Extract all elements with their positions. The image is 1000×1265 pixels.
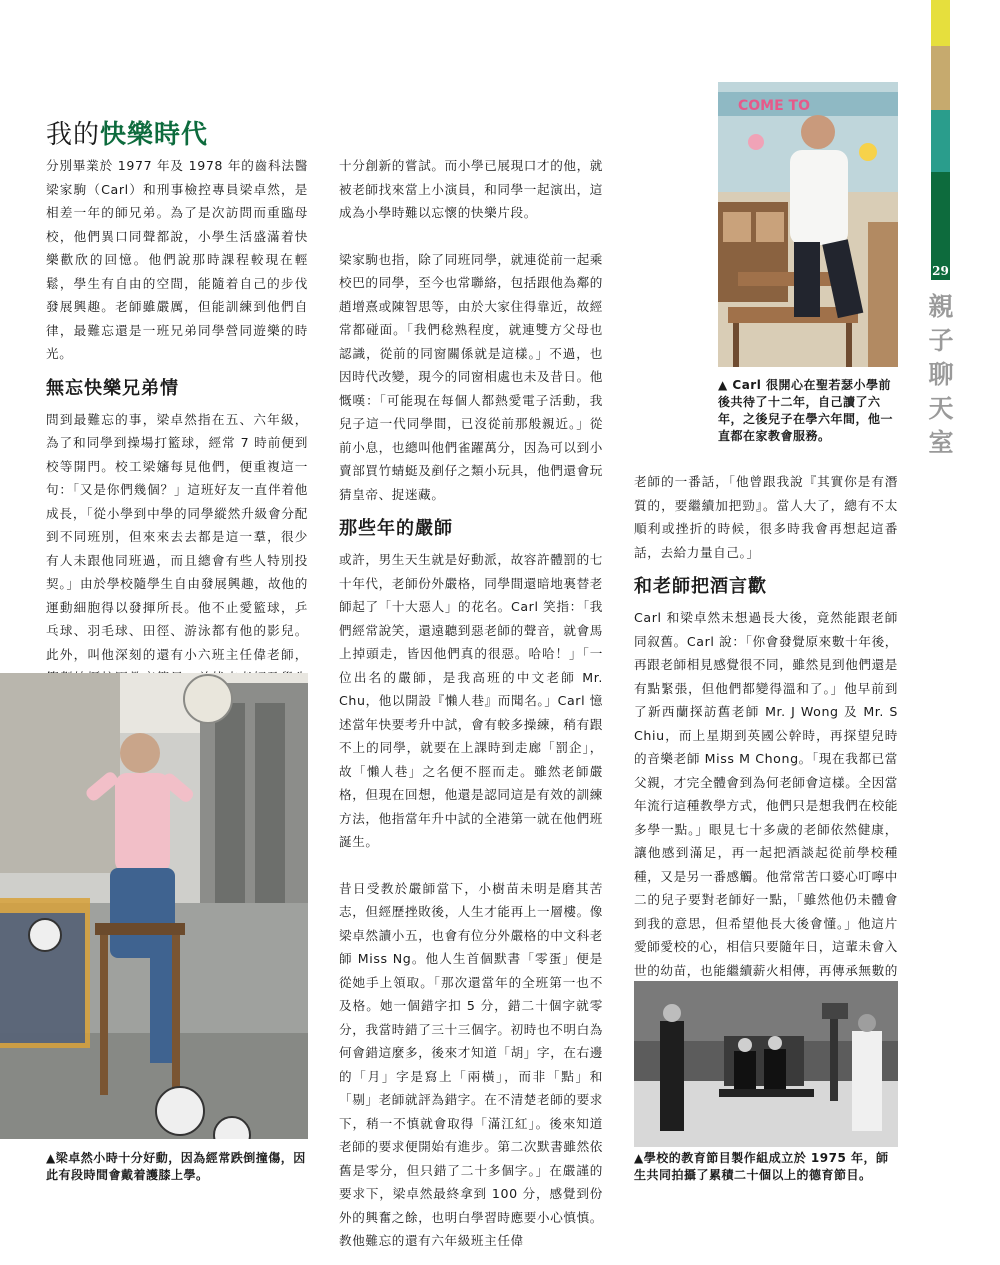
heading-brothers: 無忘快樂兄弟情 [46,377,179,399]
paragraph: 問到最難忘的事，梁卓然指在五、六年級，為了和同學到操場打籃球，經常 7 時前便到校等開門。校工梁嬸每見他們，便重複這一句：「又是你們幾個？」這班好友一直伴着他成長，「從小學到中學的同學縱然升級會分配到不同班別，但來來去去都是這一羣，很少有人未跟他同班過，而且總會有些人特別投契。」由於學校隨學生自由發展興趣，故他的運動細胞得以發揮所長。他不止愛籃球，乒乓球、羽毛球、田徑、游泳都有他的影兒。此外，叫他深刻的還有小六班主任偉老師， [46,411,308,662]
section-title-char: 子 [928,326,954,355]
caption-classroom: ▲ Carl 很開心在聖若瑟小學前後共待了十二年，自己讀了六年，之後兒子在學六年間，他一直都在家教會服務。 [718,378,894,443]
paragraph: 老師的一番話，「他曾跟我說『其實你是有潛質的，要繼續加把勁』。當人大了，總有不太順利或挫折的時候，很多時我會再想起這番話，去給力量自己。」 [634,474,898,560]
column-3 [634,470,898,1006]
column-2 [339,154,603,1253]
section-title-char: 聊 [928,360,954,389]
page-title [46,114,208,151]
page-title-prefix: 我的 [46,120,101,150]
paragraph: 或許，男生天生就是好動派，故容許體罰的七十年代，老師份外嚴格，同學間還暗地裏替老師起了「十大惡人」的花名。Carl 笑指：「我們經常說笑，還遠聽到惡老師的聲音，就會馬上掉頭走，皆因他們真的很惡。哈哈！」「一位出名的嚴師，是我高班的中文老師 Mr. Chu，他以開設『懶人巷』而聞名。」Carl 憶述當年快要考升中試，會有較多操練，稍有跟不上的同學，就要在上課時到走廊「罰企」，故「懶人巷」之名便不脛而走。雖然老師嚴格，但現在回想，他還是認同這是有效的訓練方法，他指當年升中試的全港第一就在他們班誕生。 [339,552,603,849]
tab-teal [931,110,950,172]
tab-yellow [931,0,950,46]
banner-text: COME TO [738,98,810,114]
section-title-char: 天 [928,394,954,423]
photo-classroom-image [718,82,898,367]
tab-tan [931,46,950,110]
photo-classroom [718,82,898,367]
caption-football: ▲梁卓然小時十分好動，因為經常跌倒撞傷，因此有段時間會戴着護膝上學。 [46,1151,306,1182]
heading-toast-teachers: 和老師把酒言歡 [634,576,767,597]
paragraph: 梁家駒也指，除了同班同學，就連從前一起乘校巴的同學，至今也常聯絡，包括跟他為鄰的趙增熹或陳智思等，由於大家住得靠近，故經常都碰面。「我們稔熟程度，就連雙方父母也認識，從前的同窗關係就是這樣。」不過，也因時代改變，現今的同窗相處也未及昔日。他慨嘆：「可能現在每個人都熱愛電子活動，我兒子這一代同學間，已沒從前那般親近。」從前小息，也總叫他們雀躍萬分，因為可以到小賣部買竹蜻蜓及剷仔之類小玩具，他們還會玩猜皇帝、捉迷藏。 [339,251,603,502]
photo-production-team-image [634,981,898,1147]
photo-production-team [634,981,898,1147]
intro-paragraph: 分別畢業於 1977 年及 1978 年的齒科法醫梁家駒（Carl）和刑事檢控專員梁卓然，是相差一年的師兄弟。為了是次訪問而重臨母校，他們異口同聲都說，小學生活盛滿着快樂歡欣的回憶。他們說那時課程較現在輕鬆，學生有自由的空間，能隨着自己的步伐發展興趣。老師雖嚴厲，但能訓練到他們自律，最難忘還是一班兄弟同學營同遊樂的時光。 [46,158,308,361]
page-number: 29 [932,264,949,278]
photo-football-image [0,673,308,1139]
tab-green [931,172,950,262]
section-title-char: 室 [928,428,954,457]
page-title-highlight: 快樂時代 [100,120,209,150]
paragraph: 十分創新的嘗試。而小學已展現口才的他，就被老師找來當上小演員，和同學一起演出，這成為小學時難以忘懷的快樂片段。 [339,158,603,220]
heading-strict-teachers: 那些年的嚴師 [339,518,453,539]
caption-production-team: ▲學校的教育節目製作組成立於 1975 年，師生共同拍攝了累積二十個以上的德育節目。 [634,1151,889,1182]
photo-football [0,673,308,1139]
column-1 [46,154,308,713]
paragraph: Carl 和梁卓然未想過長大後，竟然能跟老師同叙舊。Carl 說：「你會發覺原來數十年後，再跟老師相見感覺很不同，雖然見到他們還是有點緊張，但他們都變得溫和了。」他早前到了新西蘭探訪舊老師 Mr. J Wong 及 Mr. S Chiu，而上星期到英國公幹時，再探望兒時的音樂老師 Miss M Chong。「現在我都已當父親，才完全體會到為何老師會這樣。全因當年流行這種教學方式，他們只是想我們在校能多學一點。」眼見七十多歲的老師依然健康，讓他感到滿足，再一起把酒談起從前學校種種，又是另一番感觸。他常常苦口婆心叮嚀中二的兒子要對老師好一點，「雖然他仍未體會到我的意思，但希望他長大後會懂。」他這片愛師愛校的心，相信只要隨年日，這輩未會入世的幼苗，也能繼續薪火相傳，再傳承無數的 [634,610,898,978]
section-title-char: 親 [928,292,954,321]
section-title [928,290,954,460]
paragraph: 昔日受教於嚴師當下，小樹苗未明是磨其苦志，但經歷挫敗後，人生才能再上一層樓。像梁卓然讀小五，也會有位分外嚴格的中文科老師 Miss Ng。他人生首個默書「零蛋」便是從她手上領取。「那次還當年的全班第一也不及格。她一個錯字扣 5 分，錯二十個字就零分，我當時錯了三十三個字。初時也不明白為何會錯這麼多，後來才知道「胡」字，在右邊的「月」字是寫上「兩橫」，而非「點」和「剔」老師就評為錯字。在不清楚老師的要求下，稍一不慎就會取得「滿江紅」。後來知道老師的要求便開始有進步。第二次默書雖然依舊是零分，但只錯了二十多個字。」在嚴謹的要求下，梁卓然最終拿到 100 分，感覺到份外的興奮之餘，也明白學習時應要小心慎慎。教他難忘的還有六年級班主任偉 [339,880,603,1248]
